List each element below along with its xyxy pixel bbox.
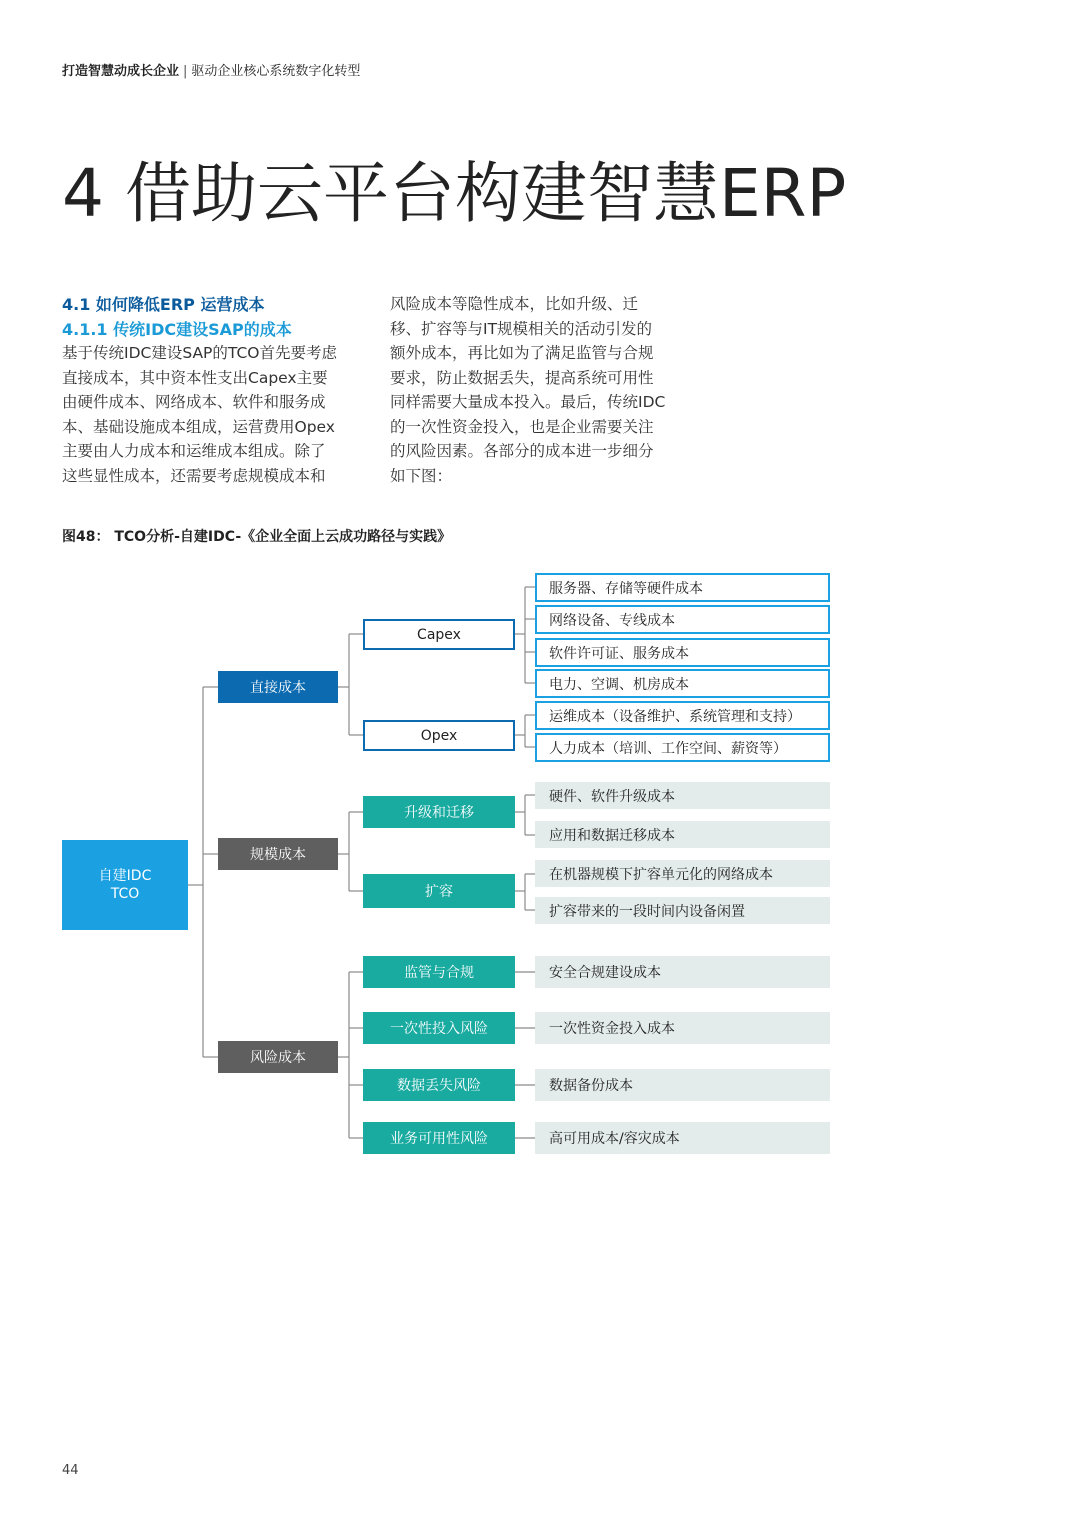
node-upgrade-migration: 升级和迁移 bbox=[363, 796, 515, 828]
paragraph-line: 直接成本，其中资本性支出Capex主要 bbox=[62, 368, 328, 387]
paragraph-line: 由硬件成本、网络成本、软件和服务成 bbox=[62, 393, 326, 411]
section-heading: 4.1 如何降低ERP 运营成本 bbox=[62, 295, 265, 314]
leaf-capex-facility: 电力、空调、机房成本 bbox=[535, 669, 830, 698]
paragraph-line: 要求，防止数据丢失，提高系统可用性 bbox=[390, 368, 654, 387]
leaf-expand-network: 在机器规模下扩容单元化的网络成本 bbox=[535, 860, 830, 887]
figure-caption: 图48： TCO分析-自建IDC-《企业全面上云成功路径与实践》 bbox=[62, 529, 452, 545]
paragraph-line: 这些显性成本，还需要考虑规模成本和 bbox=[62, 466, 326, 485]
root-label-line1: 自建IDC bbox=[98, 868, 152, 884]
paragraph-line: 的风险因素。各部分的成本进一步细分 bbox=[390, 442, 654, 460]
paragraph-line: 同样需要大量成本投入。最后，传统IDC bbox=[390, 393, 666, 411]
leaf-migration: 应用和数据迁移成本 bbox=[535, 821, 830, 848]
leaf-capex-network: 网络设备、专线成本 bbox=[535, 605, 830, 634]
paragraph-line: 主要由人力成本和运维成本组成。除了 bbox=[62, 442, 326, 460]
root-node bbox=[62, 840, 188, 930]
leaf-onetime: 一次性资金投入成本 bbox=[535, 1012, 830, 1044]
paragraph-line: 本、基础设施成本组成，运营费用Opex bbox=[62, 417, 335, 436]
node-data-loss-risk: 数据丢失风险 bbox=[363, 1069, 515, 1101]
paragraph-line: 风险成本等隐性成本，比如升级、迁 bbox=[390, 295, 639, 313]
header-title: 打造智慧动成长企业 bbox=[62, 64, 180, 79]
leaf-compliance: 安全合规建设成本 bbox=[535, 956, 830, 988]
paragraph-line: 如下图： bbox=[390, 466, 453, 485]
node-onetime-risk: 一次性投入风险 bbox=[363, 1012, 515, 1044]
root-label-line2: TCO bbox=[110, 886, 140, 902]
leaf-backup: 数据备份成本 bbox=[535, 1069, 830, 1101]
header-separator: | bbox=[183, 64, 188, 79]
node-risk-cost: 风险成本 bbox=[218, 1041, 338, 1073]
node-opex: Opex bbox=[363, 720, 515, 751]
leaf-high-availability: 高可用成本/容灾成本 bbox=[535, 1122, 830, 1154]
paragraph-line: 基于传统IDC建设SAP的TCO首先要考虑 bbox=[62, 344, 337, 362]
subsection-heading: 4.1.1 传统IDC建设SAP的成本 bbox=[62, 320, 292, 339]
leaf-opex-labor: 人力成本（培训、工作空间、薪资等） bbox=[535, 733, 830, 762]
node-expansion: 扩容 bbox=[363, 874, 515, 908]
chapter-title: 4 借助云平台构建智慧ERP bbox=[62, 155, 847, 232]
node-availability-risk: 业务可用性风险 bbox=[363, 1122, 515, 1154]
paragraph-line: 移、扩容等与IT规模相关的活动引发的 bbox=[390, 319, 653, 338]
paragraph-line: 的一次性资金投入，也是企业需要关注 bbox=[390, 417, 654, 436]
leaf-upgrade: 硬件、软件升级成本 bbox=[535, 782, 830, 809]
leaf-capex-hardware: 服务器、存储等硬件成本 bbox=[535, 573, 830, 602]
page-number: 44 bbox=[62, 1463, 79, 1478]
leaf-expand-idle: 扩容带来的一段时间内设备闲置 bbox=[535, 897, 830, 924]
header-subtitle: 驱动企业核心系统数字化转型 bbox=[191, 64, 361, 79]
node-scale-cost: 规模成本 bbox=[218, 838, 338, 870]
node-compliance: 监管与合规 bbox=[363, 956, 515, 988]
paragraph-line: 额外成本，再比如为了满足监管与合规 bbox=[390, 344, 654, 362]
node-capex: Capex bbox=[363, 619, 515, 650]
leaf-opex-maintenance: 运维成本（设备维护、系统管理和支持） bbox=[535, 701, 830, 730]
leaf-capex-software: 软件许可证、服务成本 bbox=[535, 638, 830, 667]
node-direct-cost: 直接成本 bbox=[218, 671, 338, 703]
